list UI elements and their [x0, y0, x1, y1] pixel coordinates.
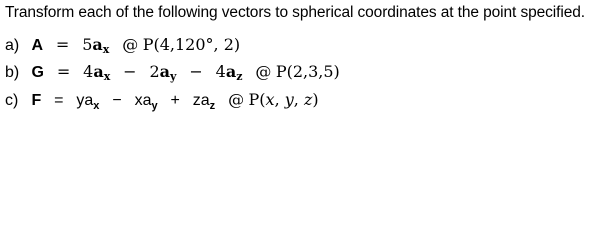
part-b-coef1: 4 [83, 62, 94, 81]
part-b-unit3: a [225, 62, 237, 81]
part-c-point-sep2: , [293, 90, 304, 109]
instruction-text: Transform each of the following vectors to spherical coordinates at the point specified. [5, 4, 585, 21]
part-c-unit1: a [84, 92, 94, 109]
part-b-coef3: 4 [215, 62, 226, 81]
part-a-point: P(4,120°, 2) [142, 35, 241, 54]
part-c-point-z: z [303, 90, 313, 109]
part-c-point-suffix: ) [312, 90, 319, 109]
part-c-sub2: y [151, 100, 158, 112]
part-a-sub1: x [102, 43, 110, 56]
part-c-point-prefix: P( [248, 90, 266, 109]
part-c-coef3: z [192, 92, 201, 109]
part-b [5, 64, 340, 81]
part-c-coef2: x [134, 92, 143, 109]
part-c-point-x: x [265, 90, 275, 109]
part-c-op1: − [112, 92, 122, 109]
part-b-sub1: x [103, 70, 111, 83]
part-a-label: a) [5, 37, 20, 54]
part-b-vector-name: G [31, 64, 44, 81]
part-c-coef1: y [76, 92, 85, 109]
part-c-point-y: y [284, 90, 294, 109]
part-b-sub2: y [170, 70, 177, 83]
part-a-equals: = [55, 35, 70, 54]
part-b-sub3: z [236, 70, 243, 83]
part-c-op2: + [170, 92, 180, 109]
part-a-vector-name: A [31, 37, 44, 54]
part-c-point-sep1: , [274, 90, 285, 109]
part-b-op1: − [123, 62, 137, 81]
part-c-sub1: x [93, 100, 100, 112]
part-b-at: @ [255, 62, 272, 81]
part-c-sub3: z [209, 100, 216, 112]
part-c-unit2: a [142, 92, 152, 109]
part-c-at: @ [228, 90, 245, 109]
part-b-unit1: a [93, 62, 104, 81]
part-c-unit3: a [200, 92, 210, 109]
part-b-point: P(2,3,5) [275, 62, 340, 81]
part-b-unit2: a [159, 62, 171, 81]
part-c [5, 90, 319, 112]
part-c-vector-name: F [31, 92, 42, 109]
part-b-coef2: 2 [149, 62, 160, 81]
part-a [5, 37, 240, 54]
part-b-equals: = [56, 62, 71, 81]
part-c-equals: = [54, 92, 64, 109]
part-a-coef1: 5 [82, 35, 93, 54]
part-a-unit1: a [92, 35, 103, 54]
part-c-label: c) [5, 92, 19, 109]
part-a-at: @ [122, 35, 139, 54]
part-b-label: b) [5, 64, 20, 81]
part-b-op2: − [189, 62, 203, 81]
